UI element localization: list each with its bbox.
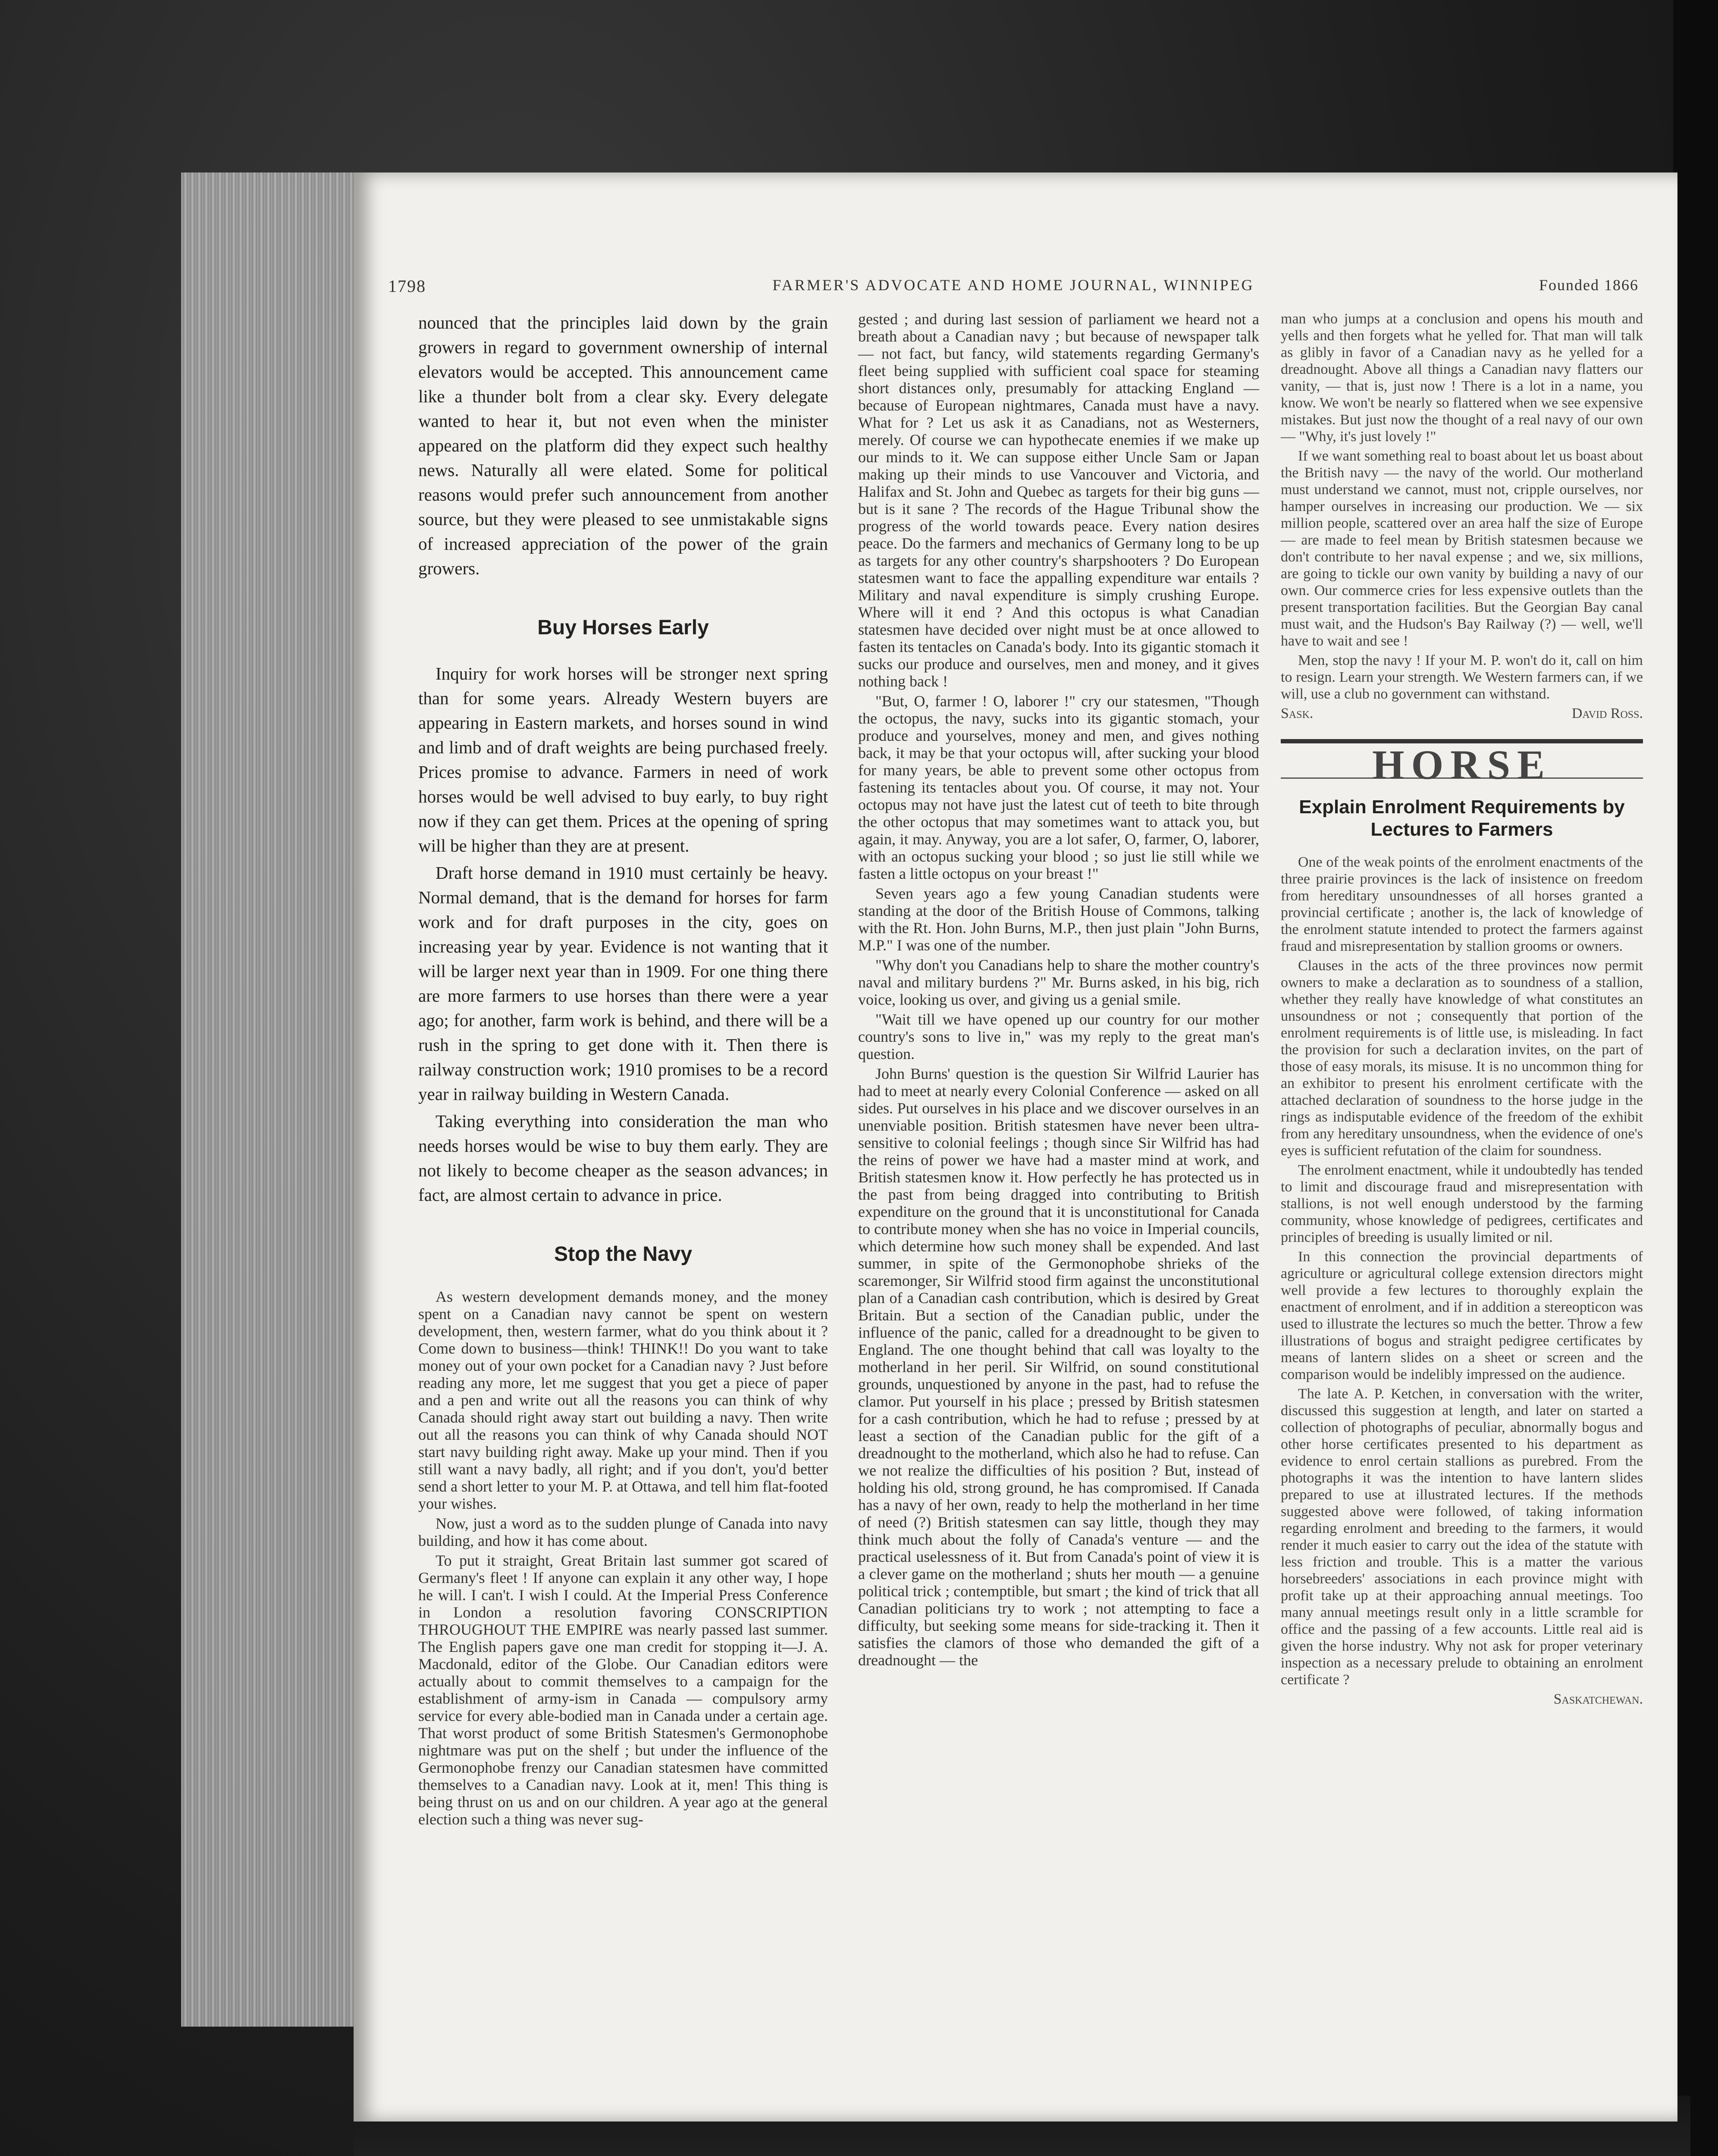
signature-place: Sask. [1281,705,1314,721]
heading-buy-horses-early: Buy Horses Early [537,616,709,639]
article-continuation: nounced that the principles laid down by the grain growers in regard to government ownership of internal elevators would be accepted. This announcement came like a thunder bolt from a clear sky. Every delegate wanted to hear it, but not even when the minister appeared on the platform did they expect such healthy news. Naturally all were elated. Some for political reasons would prefer such announcement from another source, but they were pleased to see unmistakable signs of increased appreciation of the power of the grain growers. [418,313,828,578]
paragraph: To put it straight, Great Britain last summer got scared of Germany's fleet ! If anyone can explain it any other way, I hope he will. I can't. I wish I could. At the Imperial Press Conference in London a resolution favoring CONSCRIPTION THROUGHOUT THE EMPIRE was nearly passed last summer. The English papers gave one man credit for stopping it—J. A. Macdonald, editor of the Globe. Our Canadian editors were actually about to commit themselves to a campaign for the establishment of army-ism in Canada — compulsory army service for every able-bodied man in Canada under a certain age. That worst product of some British Statesmen's Germonophobe nightmare was put on the shelf ; but under the influence of the Germonophobe frenzy our Canadian statesmen have committed themselves to a Canadian navy. Look at it, men! This thing is being thrust on us and on our children. A year ago at the general election such a thing was never sug- [418,1552,828,1828]
paragraph: The enrolment enactment, while it undoubtedly has tended to limit and discourage fraud and misrepresentation with stallions, is not well enough understood by the farming community, whose knowledge of pedigrees, certificates and principles of breeding is usually limited or nil. [1281,1162,1643,1245]
paragraph: "Why don't you Canadians help to share the mother country's naval and military burdens ?" Mr. Burns asked, in his big, rich voice, looking us over, and giving us a genial smile. [858,956,1259,1008]
newspaper-page [354,172,1677,2122]
paragraph: "Wait till we have opened up our country for our mother country's sons to live in," was my reply to the great man's question. [858,1011,1259,1062]
scan-dark-margin [1673,0,1718,2156]
publication-title: FARMER'S ADVOCATE AND HOME JOURNAL, WINNIPEG [772,276,1254,294]
paragraph: "But, O, farmer ! O, laborer !" cry our statesmen, "Though the octopus, the navy, sucks into its gigantic stomach, your produce and yourselves, money and men, and gives nothing back, it may be that your octopus will, after sucking your blood for many years, be able to prevent some other octopus from fastening its tentacles about you. Of course, it may not. Your octopus may not have just the latest cut of teeth to bite through the other octopus that may sometimes want to attack you, but again, it may. Anyway, you are a lot safer, O, farmer, O, laborer, with an octopus sucking your blood ; so just lie still while we fasten a little octopus on your breast !" [858,693,1259,882]
paragraph: One of the weak points of the enrolment enactments of the three prairie provinces is the lack of insistence on freedom from hereditary unsoundnesses of all horses granted a provincial certificate ; another is, the lack of knowledge of the enrolment statute intended to protect the farmers against fraud and misrepresentation by stallion grooms or owners. [1281,854,1643,954]
signature-name: David Ross. [1571,705,1643,721]
column-3 [1281,310,1643,1708]
paragraph: Draft horse demand in 1910 must certainly be heavy. Normal demand, that is the demand for horses for farm work and for draft purposes in the city, goes on increasing year by year. Evidence is not wanting that it will be larger next year than in 1909. For one thing there are more farmers to use horses than there were a year ago; for another, farm work is behind, and there will be a rush in the spring to get done with it. Then there is railway construction work; 1910 promises to be a record year in railway building in Western Canada. [418,863,828,1104]
paragraph: Seven years ago a few young Canadian students were standing at the door of the British House of Commons, talking with the Rt. Hon. John Burns, M.P., then just plain "John Burns, M.P." I was one of the number. [858,885,1259,954]
founded-note: Founded 1866 [1539,276,1639,294]
page-content [354,172,1677,2122]
signature-line [1281,705,1643,722]
paragraph: Taking everything into consideration the man who needs horses would be wise to buy them early. They are not likely to become cheaper as the season advances; in fact, are almost certain to advance in price. [418,1111,828,1205]
column-1 [418,310,828,1830]
article-signoff: Saskatchewan. [1553,1691,1643,1707]
paragraph: If we want something real to boast about let us boast about the British navy — the navy of the world. Our motherland must understand we cannot, must not, cripple ourselves, nor hamper ourselves in increasing our production. We — six million people, scattered over an area half the size of Europe — are made to feel mean by British statesmen because we don't contribute to her naval expense ; and we, six millions, are going to tickle our own vanity by building a navy of our own. Our commerce cries for less expensive outlets than the present transportation facilities. But the Georgian Bay canal must wait, and the Hudson's Bay Railway (?) — well, we'll have to wait and see ! [1281,448,1643,649]
column-2 [858,310,1259,1671]
paragraph: John Burns' question is the question Sir Wilfrid Laurier has had to meet at nearly every Colonial Conference — asked on all sides. Put ourselves in his place and we discover ourselves in an unenviable position. British statesmen have never been ultra-sensitive to colonial feelings ; though since Sir Wilfrid has had the reins of power we have had a master mind at work, and British statesmen know it. How perfectly he has protected us in the past from being dragged into contributing to British expenditure on the ground that it is unconstitutional for Canada to contribute money when she has no voice in Imperial councils, which determine how such money shall be expended. And last summer, in spite of the Germonophobe shrieks of the scaremonger, Sir Wilfrid stood firm against the unconstitutional plan of a Canadian cash contribution, which is desired by Great Britain. But a section of the Canadian public, under the influence of the panic, called for a dreadnought to be given to England. The one thought behind that call was loyalty to the motherland in her peril. Sir Wilfrid, on sound constitutional grounds, unquestioned by anyone in the past, had to refuse the clamor. Put yourself in his place ; pressed by British statesmen for a cash contribution, which he had to refuse ; pressed by at least a section of the Canadian public for the gift of a dreadnought to the motherland, which also he had to refuse. Can we not realize the difficulties of his position ? But, instead of holding his old, strong ground, he has compromised. If Canada has a navy of her own, ready to help the motherland in her time of need (?) British statesmen can say little, though they may think much about the folly of Canada's venture — and the practical uselessness of it. But from Canada's point of view it is a clever game on the motherland ; shuts her mouth — a genuine political trick ; contemptible, but smart ; the kind of trick that all Canadian politicians try to work ; not attempting to face a difficulty, but seeking some means for side-tracking it. Then it satisfies the clamors of those who demanded the gift of a dreadnought — the [858,1065,1259,1669]
running-header [388,272,1639,302]
section-banner-horse: HORSE [1281,739,1643,779]
paragraph: As western development demands money, and the money spent on a Canadian navy cannot be spent on western development, then, western farmer, what do you think about it ? Come down to business—think! THINK!! Do you want to take money out of your own pocket for a Canadian navy ? Just before reading any more, let me suggest that you get a piece of paper and a pen and write out all the reasons you can think of why Canada should right away start out building a navy. Then write out all the reasons you can think of why Canada should NOT start navy building right away. Make up your mind. Then if you still want a navy badly, all right; and if you don't, you'd better send a short letter to your M. P. at Ottawa, and tell him flat-footed your wishes. [418,1288,828,1512]
paragraph: Clauses in the acts of the three provinces now permit owners to make a declaration as to soundness of a stallion, whether they really have knowledge of what constitutes an unsoundness or not ; consequently that portion of the enrolment requirements is of little use, is misleading. In fact the provision for such a declaration invites, on the part of those of easy morals, its misuse. It is no uncommon thing for an exhibitor to present his enrolment certificate with the attached declaration of soundness to the horse judge in the rings as indisputable evidence of the freedom of the exhibit from any hereditary unsoundness, when the evidence of one's eyes is sufficient refutation of the claim for soundness. [1281,958,1643,1159]
book-page-edges [181,172,362,2027]
paragraph: Now, just a word as to the sudden plunge of Canada into navy building, and how it has come about. [418,1515,828,1549]
stop-navy-body [418,1288,828,1828]
paragraph: The late A. P. Ketchen, in conversation with the writer, discussed this suggestion at length, and later on started a collection of photographs of peculiar, abnormally bogus and other horse certificates presented to his department as evidence to enrol certain stallions as purebred. From the photographs it was the intention to have lantern slides prepared to use at illustrated lectures. If the methods suggested above were followed, of taking information regarding enrolment and breeding to the farmers, it would render it much easier to carry out the idea of the statute with less friction and trouble. This is a matter the various horsebreeders' associations in each province might with profit take up at their approaching annual meetings. Too many annual meetings result only in a little scramble for office and the passing of a few accounts. Little real aid is given the horse industry. Why not ask for proper veterinary inspection as a necessary prelude to obtaining an enrolment certificate ? [1281,1386,1643,1688]
paragraph: man who jumps at a conclusion and opens his mouth and yells and then forgets what he yelled for. That man will talk as glibly in favor of a Canadian navy as he yelled for a dreadnought. Above all things a Canadian navy flatters our vanity, — that is, just now ! There is a lot in a name, you know. We won't be nearly so flattered when we see expensive mistakes. But just now the thought of a real navy of our own — "Why, it's just lovely !" [1281,311,1643,445]
paragraph: Inquiry for work horses will be stronger next spring than for some years. Already Western buyers are appearing in Eastern markets, and horses sound in wind and limb and of draft weights are being purchased freely. Prices promise to advance. Farmers in need of work horses would be well advised to buy early, to buy right now if they can get them. Prices at the opening of spring will be higher than they are at present. [418,664,828,856]
heading-stop-the-navy: Stop the Navy [554,1243,693,1266]
heading-enrolment-requirements: Explain Enrolment Requirements by Lectures to Farmers [1299,796,1625,840]
paragraph: In this connection the provincial departments of agriculture or agricultural college extension directors might well provide a few lectures to thoroughly explain the enactment of enrolment, and if in addition a stereopticon was used to illustrate the lectures so much the better. Throw a few illustrations of bogus and straight pedigree certificates by means of lantern slides on a sheet or screen and the comparison would be indelibly impressed on the audience. [1281,1249,1643,1382]
page-number: 1798 [388,276,426,296]
paragraph: Men, stop the navy ! If your M. P. won't do it, call on him to resign. Learn your strength. We Western farmers can, if we will, use a club no government can withstand. [1281,652,1643,702]
paragraph: gested ; and during last session of parliament we heard not a breath about a Canadian navy ; but because of newspaper talk — not fact, but fancy, wild statements regarding Germany's fleet being supplied with sufficient coal space for steaming short distances only, presumably for attacking England — because of European nightmares, Canada must have a navy. What for ? Let us ask it as Canadians, not as Westerners, merely. Of course we can hypothecate enemies if we make up our minds to it. We can suppose either Uncle Sam or Japan making up their minds to use Vancouver and Victoria, and Halifax and St. John and Quebec as targets for their big guns — but is it sane ? The records of the Hague Tribunal show the progress of the world towards peace. Every nation desires peace. Do the farmers and mechanics of Germany long to be up as targets for any other country's sharpshooters ? Do European statesmen want to face the appalling expenditure war entails ? Military and naval expenditure is simply crushing Europe. Where will it end ? And this octopus is what Canadian statesmen have decided over night must be at once allowed to fasten its tentacles on Canada's body. Into its gigantic stomach it sucks our produce and ourselves, men and money, and it gives nothing back ! [858,310,1259,690]
